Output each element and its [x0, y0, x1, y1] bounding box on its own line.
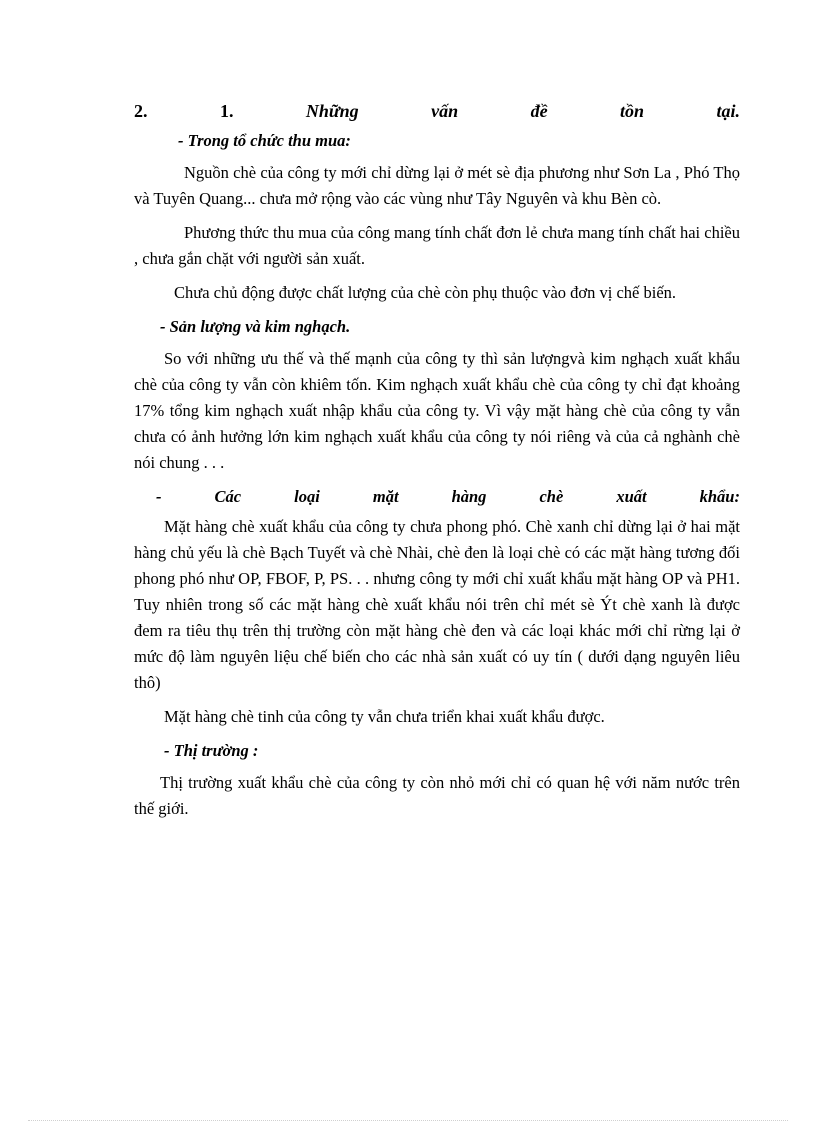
spread-word: Các	[214, 487, 242, 506]
spread-word: hàng	[451, 487, 487, 506]
spread-word: chè	[539, 487, 564, 506]
heading-word: Những	[305, 101, 359, 121]
paragraph: Mặt hàng chè tinh của công ty vẫn chưa triển khai xuất khẩu được.	[164, 707, 605, 726]
subsection-title-market: - Thị trường :	[164, 741, 259, 760]
heading-word: vấn	[431, 101, 459, 121]
heading-word: đề	[530, 101, 548, 121]
paragraph: Mặt hàng chè xuất khẩu của công ty chưa phong phó. Chè xanh chỉ dừng lại ở hai mặt hàng chủ yếu là chè Bạch Tuyết và chè Nhài, chè đen là loại chè có các mặt hàng tương đối phong phó như OP, FBOF, P, PS. . . nhưng công ty mới chỉ xuất khẩu mặt hàng OP và PH1. Tuy nhiên trong số các mặt hàng chè xuất khẩu nói trên chỉ mét sè Ýt chè xanh là được đem ra tiêu thụ trên thị trường còn mặt hàng chè đen và các loại khác mới chỉ rừng lại ở mức độ làm nguyên liệu chế biến cho các nhà sản xuất có uy tín ( dưới dạng nguyên liêu thô)	[134, 517, 740, 692]
heading-number-1: 2.	[134, 101, 148, 121]
paragraph: Phương thức thu mua của công mang tính chất đơn lẻ chưa mang tính chất hai chiều , chưa gắn chặt với người sản xuất.	[134, 223, 740, 268]
spread-word: khẩu:	[699, 487, 740, 506]
paragraph: Thị trường xuất khẩu chè của công ty còn nhỏ mới chỉ có quan hệ với năm nước trên thế giới.	[134, 773, 740, 818]
spread-word: mặt	[372, 487, 399, 506]
subsection-title-products	[134, 484, 740, 510]
heading-word: tại.	[716, 101, 740, 121]
page-bottom-rule	[28, 1120, 788, 1121]
subsection-title-purchasing: - Trong tổ chức thu mua:	[178, 131, 351, 150]
spread-word: -	[156, 487, 162, 506]
section-heading	[134, 98, 740, 124]
spread-word: loại	[294, 487, 320, 506]
paragraph: So với những ưu thế và thế mạnh của công ty thì sản lượngvà kim nghạch xuất khẩu chè của công ty vẫn còn khiêm tốn. Kim nghạch xuất khẩu chè của công ty chỉ đạt khoảng 17% tổng kim nghạch xuất nhập khẩu của công ty. Vì vậy mặt hàng chè của công ty vẫn chưa có ảnh hưởng lớn kim nghạch xuất khẩu của công ty nói riêng và của cả nghành chè nói chung . . .	[134, 349, 740, 472]
paragraph: Nguồn chè của công ty mới chỉ dừng lại ở mét sè địa phương như Sơn La , Phó Thọ và Tuyên Quang... chưa mở rộng vào các vùng như Tây Nguyên và khu Bèn cò.	[134, 163, 740, 208]
subsection-title-output: - Sản lượng và kim nghạch.	[160, 317, 351, 336]
document-page	[134, 98, 740, 830]
heading-word: tồn	[620, 101, 645, 121]
heading-number-2: 1.	[219, 101, 234, 121]
spread-word: xuất	[616, 487, 647, 506]
paragraph: Chưa chủ động được chất lượng của chè còn phụ thuộc vào đơn vị chế biến.	[174, 283, 677, 302]
